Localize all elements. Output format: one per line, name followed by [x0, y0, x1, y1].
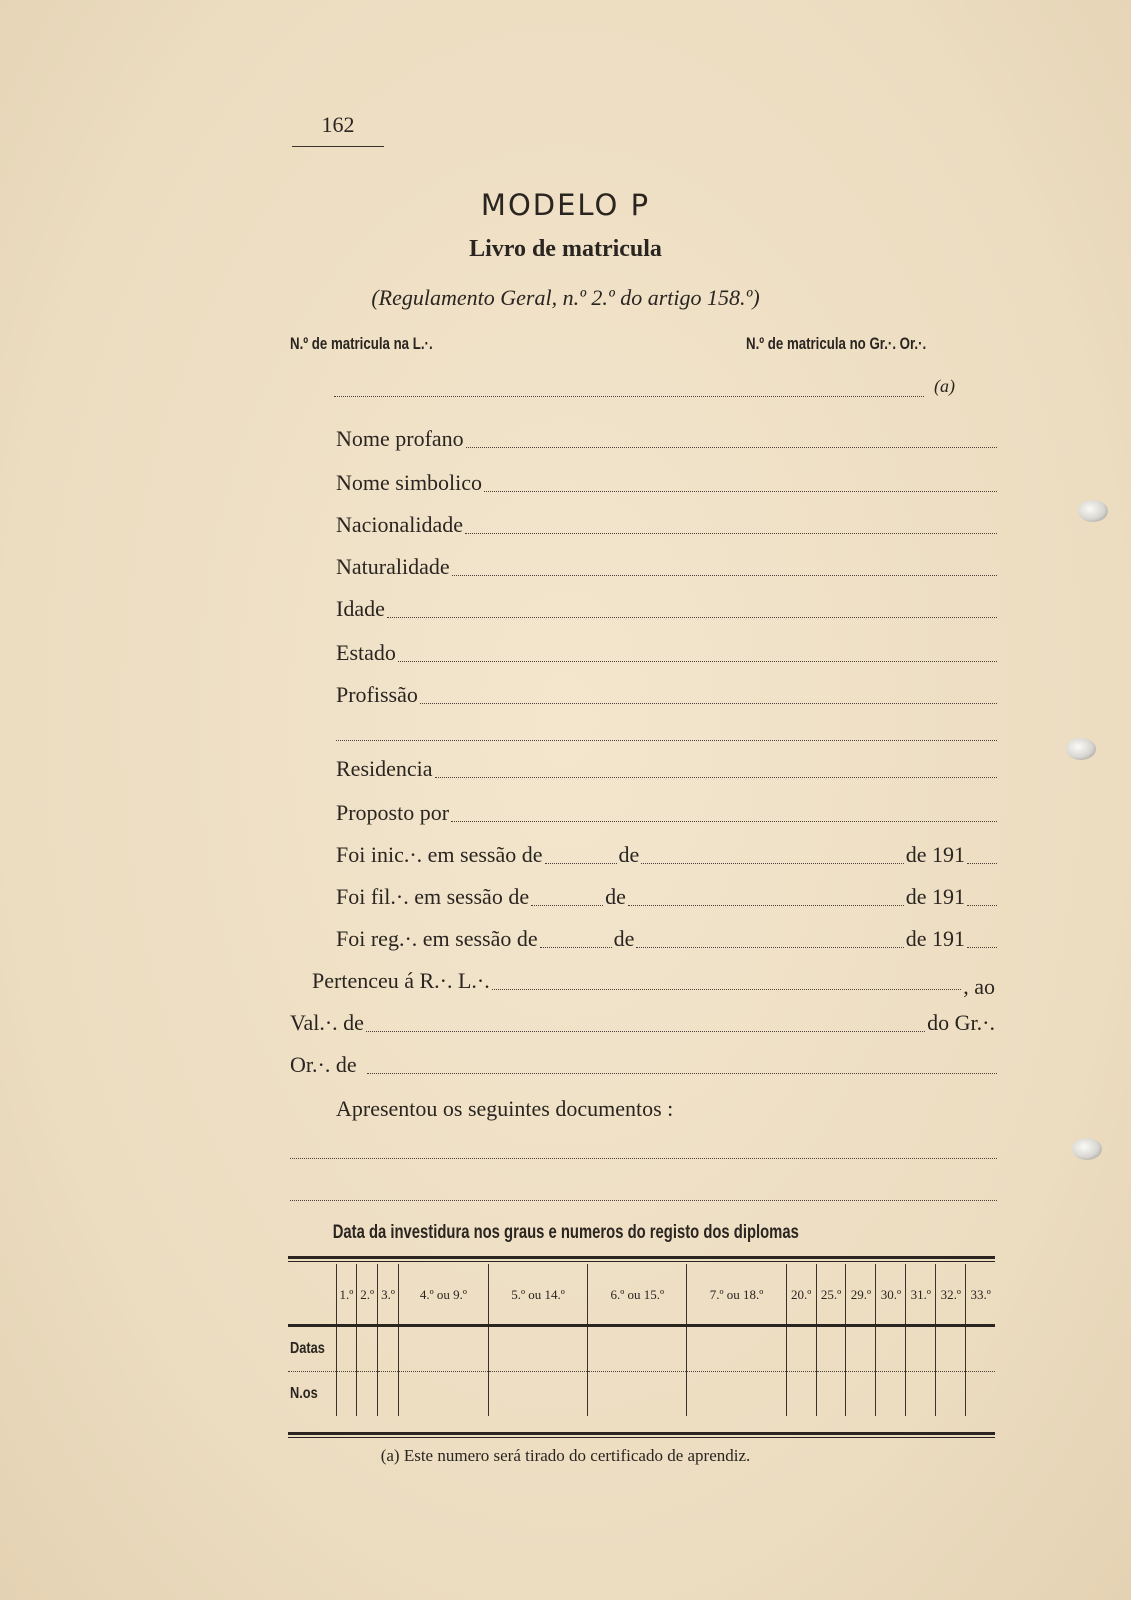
naturalidade-label: Naturalidade — [336, 554, 450, 579]
table-cell[interactable] — [936, 1372, 966, 1417]
nacionalidade-label: Nacionalidade — [336, 512, 464, 537]
pertenceu-blank[interactable] — [492, 989, 961, 990]
field-estado[interactable] — [336, 636, 997, 666]
field-nome-simbolico[interactable] — [336, 466, 997, 496]
session-iniciacao-month-blank[interactable] — [641, 863, 903, 864]
table-cell[interactable] — [588, 1372, 687, 1417]
naturalidade-blank[interactable] — [452, 575, 997, 576]
page-number: 162 — [292, 112, 384, 147]
col-header: 25.º — [816, 1264, 846, 1326]
idade-blank[interactable] — [387, 617, 997, 618]
session-filiacao-month-blank[interactable] — [628, 905, 904, 906]
nome-profano-blank[interactable] — [466, 447, 997, 448]
degrees-table — [288, 1264, 995, 1416]
row-label-numeros — [288, 1372, 336, 1417]
col-header: 32.º — [936, 1264, 966, 1326]
estado-blank[interactable] — [398, 661, 997, 662]
table-cell[interactable] — [357, 1372, 378, 1417]
matricula-grand-orient-label: N.º de matricula no Gr.·. Or.·. — [746, 334, 927, 353]
table-title: Data da investidura nos graus e numeros do registo dos diplomas — [332, 1222, 799, 1243]
table-cell[interactable] — [488, 1372, 587, 1417]
form-subtitle: Livro de matricula — [469, 236, 662, 262]
col-header: 31.º — [906, 1264, 936, 1326]
form-title: MODELO P — [480, 188, 651, 222]
oriente-blank[interactable] — [367, 1073, 997, 1074]
field-nome-profano[interactable] — [336, 422, 997, 452]
field-val[interactable] — [290, 1006, 997, 1036]
session-iniciacao-year-blank[interactable] — [967, 863, 997, 864]
table-cell[interactable] — [357, 1326, 378, 1372]
table-cell[interactable] — [966, 1326, 995, 1372]
table-header-row — [288, 1264, 995, 1326]
footnote-marker: (a) — [934, 376, 955, 396]
session-regularizacao-label: Foi reg.·. em sessão de — [336, 926, 538, 951]
session-regularizacao[interactable] — [336, 922, 997, 952]
col-header: 7.º ou 18.º — [687, 1264, 786, 1326]
field-oriente[interactable] — [290, 1048, 997, 1078]
residencia-blank[interactable] — [435, 777, 997, 778]
session-regularizacao-year-blank[interactable] — [967, 947, 997, 948]
profissao-label: Profissão — [336, 682, 418, 707]
session-filiacao-year-blank[interactable] — [967, 905, 997, 906]
session-regularizacao-year: de 191 — [905, 926, 965, 951]
idade-label: Idade — [336, 596, 385, 621]
row-label-numeros-text: N.os — [290, 1385, 318, 1402]
documentos-line-1[interactable] — [290, 1158, 997, 1159]
field-pertenceu[interactable] — [312, 964, 997, 999]
footnote: (a) Este numero será tirado do certificado de aprendiz. — [380, 1446, 751, 1465]
table-cell[interactable] — [846, 1326, 876, 1372]
table-cell[interactable] — [398, 1372, 488, 1417]
session-iniciacao-day-blank[interactable] — [545, 863, 617, 864]
session-iniciacao-de: de — [618, 842, 640, 867]
oriente-label: Or.·. de — [290, 1052, 357, 1077]
binding-hole — [1072, 1138, 1102, 1160]
field-profissao[interactable] — [336, 678, 997, 708]
profissao-extra-line[interactable] — [336, 740, 997, 741]
field-nacionalidade[interactable] — [336, 508, 997, 538]
col-header: 4.º ou 9.º — [398, 1264, 488, 1326]
nome-simbolico-label: Nome simbolico — [336, 470, 483, 495]
table-cell[interactable] — [687, 1372, 786, 1417]
proposto-por-blank[interactable] — [451, 821, 997, 822]
table-cell[interactable] — [816, 1372, 846, 1417]
nome-simbolico-blank[interactable] — [484, 491, 997, 492]
table-cell[interactable] — [786, 1372, 816, 1417]
table-row-datas — [288, 1326, 995, 1372]
table-cell[interactable] — [687, 1326, 786, 1372]
col-header: 2.º — [357, 1264, 378, 1326]
table-cell[interactable] — [966, 1372, 995, 1417]
row-label-datas-text: Datas — [290, 1340, 325, 1357]
table-cell[interactable] — [398, 1326, 488, 1372]
field-residencia[interactable] — [336, 752, 997, 782]
table-cell[interactable] — [336, 1326, 357, 1372]
table-cell[interactable] — [936, 1326, 966, 1372]
table-cell[interactable] — [846, 1372, 876, 1417]
nacionalidade-blank[interactable] — [465, 533, 997, 534]
session-regularizacao-month-blank[interactable] — [636, 947, 903, 948]
matricula-lodge-label: N.º de matricula na L.·. — [290, 334, 433, 353]
session-filiacao-day-blank[interactable] — [531, 905, 603, 906]
row-label-datas — [288, 1326, 336, 1372]
matricula-number-line[interactable] — [334, 396, 924, 397]
field-naturalidade[interactable] — [336, 550, 997, 580]
table-cell[interactable] — [588, 1326, 687, 1372]
table-top-rule-thin — [288, 1261, 995, 1262]
col-header: 3.º — [378, 1264, 399, 1326]
table-cell[interactable] — [488, 1326, 587, 1372]
field-idade[interactable] — [336, 592, 997, 622]
col-header: 1.º — [336, 1264, 357, 1326]
table-bottom-rule-thin — [288, 1437, 995, 1438]
session-regularizacao-de: de — [613, 926, 635, 951]
val-blank[interactable] — [366, 1031, 925, 1032]
documentos-heading — [336, 1092, 997, 1122]
table-cell[interactable] — [816, 1326, 846, 1372]
field-proposto-por[interactable] — [336, 796, 997, 826]
pertenceu-suffix: , ao — [963, 974, 995, 999]
table-cell[interactable] — [906, 1372, 936, 1417]
table-cell[interactable] — [906, 1326, 936, 1372]
proposto-por-label: Proposto por — [336, 800, 450, 825]
val-suffix: do Gr.·. — [927, 1010, 995, 1035]
binding-hole — [1066, 738, 1096, 760]
session-filiacao-label: Foi fil.·. em sessão de — [336, 884, 530, 909]
val-label: Val.·. de — [290, 1010, 364, 1035]
session-filiacao-year: de 191 — [905, 884, 965, 909]
estado-label: Estado — [336, 640, 396, 665]
header-corner — [288, 1264, 336, 1326]
table-cell[interactable] — [336, 1372, 357, 1417]
pertenceu-label: Pertenceu á R.·. L.·. — [312, 968, 490, 993]
col-header: 29.º — [846, 1264, 876, 1326]
session-filiacao[interactable] — [336, 880, 997, 910]
table-cell[interactable] — [378, 1372, 399, 1417]
profissao-blank[interactable] — [420, 703, 997, 704]
table-cell[interactable] — [876, 1326, 906, 1372]
nome-profano-label: Nome profano — [336, 426, 464, 451]
binding-hole — [1078, 500, 1108, 522]
regulation-reference: (Regulamento Geral, n.º 2.º do artigo 158.º) — [371, 285, 760, 310]
table-row-numeros — [288, 1372, 995, 1417]
session-iniciacao[interactable] — [336, 838, 997, 868]
table-cell[interactable] — [378, 1326, 399, 1372]
residencia-label: Residencia — [336, 756, 433, 781]
col-header: 33.º — [966, 1264, 995, 1326]
table-title-wrap — [0, 1222, 1131, 1244]
session-iniciacao-label: Foi inic.·. em sessão de — [336, 842, 543, 867]
table-cell[interactable] — [786, 1326, 816, 1372]
col-header: 30.º — [876, 1264, 906, 1326]
table-top-rule — [288, 1256, 995, 1259]
table-bottom-rule — [288, 1432, 995, 1435]
table-cell[interactable] — [876, 1372, 906, 1417]
session-iniciacao-year: de 191 — [905, 842, 965, 867]
col-header: 5.º ou 14.º — [488, 1264, 587, 1326]
documentos-line-2[interactable] — [290, 1200, 997, 1201]
documentos-label: Apresentou os seguintes documentos : — [336, 1096, 674, 1121]
col-header: 20.º — [786, 1264, 816, 1326]
session-filiacao-de: de — [605, 884, 626, 909]
col-header: 6.º ou 15.º — [588, 1264, 687, 1326]
session-regularizacao-day-blank[interactable] — [540, 947, 612, 948]
